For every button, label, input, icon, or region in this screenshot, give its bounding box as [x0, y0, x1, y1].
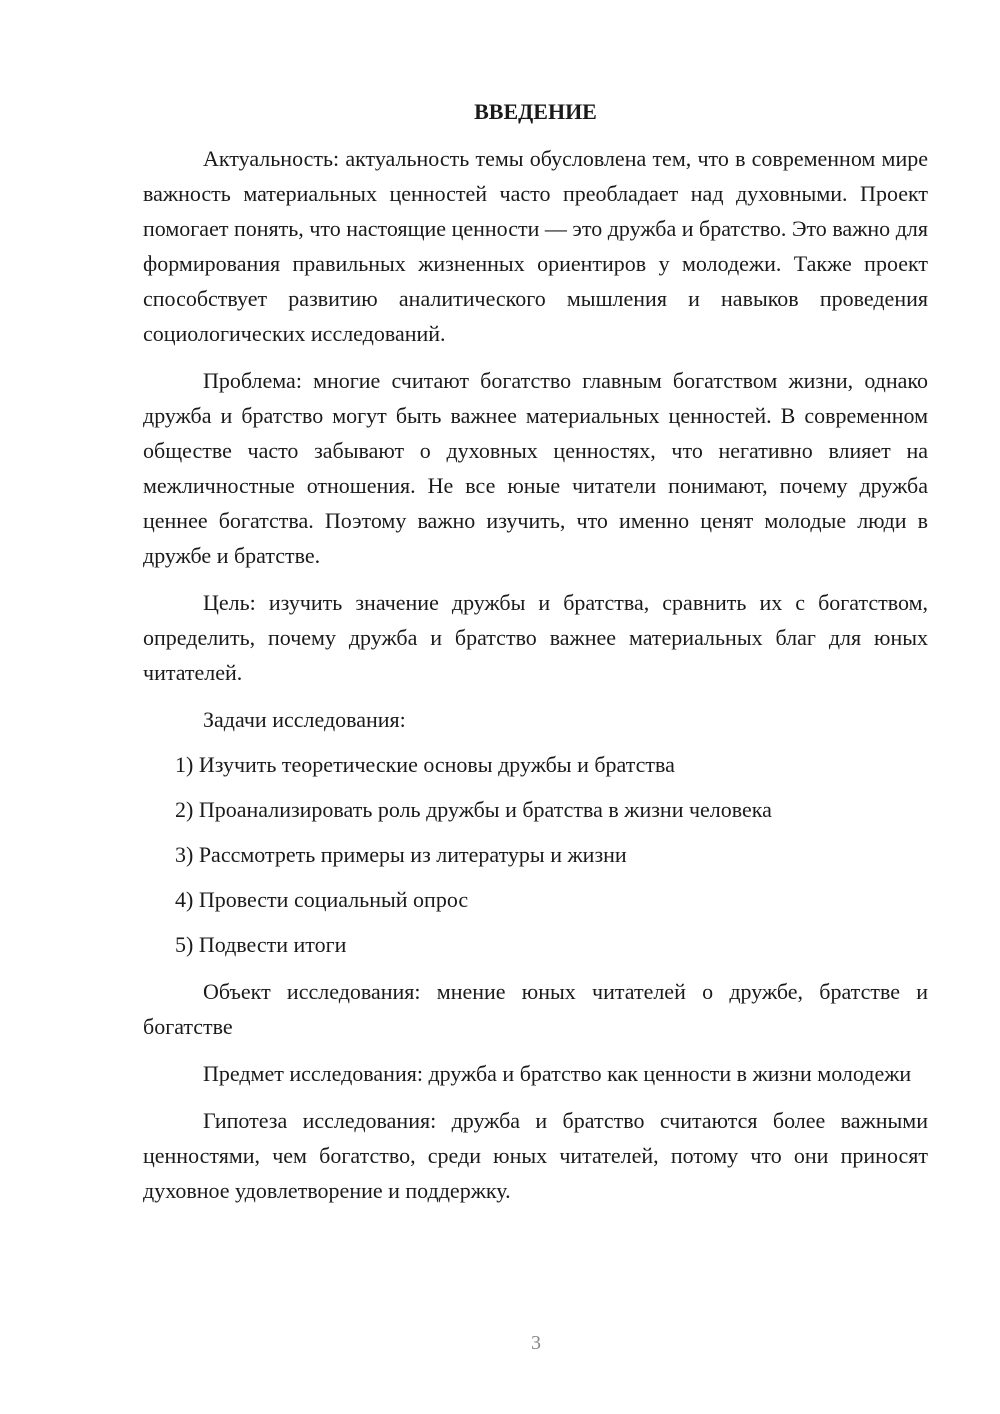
hypothesis-paragraph: Гипотеза исследования: дружба и братство считаются более важными ценностями, чем богатство, среди юных читателей, потому что они приносят духовное удовлетворение и поддержку. [143, 1108, 928, 1203]
task-item-3: 3) Рассмотреть примеры из литературы и жизни [175, 842, 627, 867]
task-item-4: 4) Провести социальный опрос [175, 887, 469, 912]
tasks-heading: Задачи исследования: [203, 707, 406, 732]
page-number: 3 [531, 1332, 541, 1354]
task-item-2: 2) Проанализировать роль дружбы и братства в жизни человека [175, 797, 772, 822]
page-content [143, 94, 928, 1220]
subject-paragraph: Предмет исследования: дружба и братство как ценности в жизни молодежи [203, 1061, 912, 1086]
task-item-1: 1) Изучить теоретические основы дружбы и братства [175, 752, 675, 777]
object-paragraph: Объект исследования: мнение юных читателей о дружбе, братстве и богатстве [143, 979, 928, 1039]
section-title: ВВЕДЕНИЕ [474, 99, 597, 124]
goal-paragraph: Цель: изучить значение дружбы и братства, сравнить их с богатством, определить, почему дружба и братство важнее материальных благ для юных читателей. [143, 590, 928, 685]
problem-paragraph: Проблема: многие считают богатство главным богатством жизни, однако дружба и братство могут быть важнее материальных ценностей. В современном обществе часто забывают о духовных ценностях, что негативно влияет на межличностные отношения. Не все юные читатели понимают, почему дружба ценнее богатства. Поэтому важно изучить, что именно ценят молодые люди в дружбе и братстве. [143, 368, 928, 568]
task-item-5: 5) Подвести итоги [175, 932, 347, 957]
relevance-paragraph: Актуальность: актуальность темы обусловлена тем, что в современном мире важность материальных ценностей часто преобладает над духовными. Проект помогает понять, что настоящие ценности — это дружба и братство. Это важно для формирования правильных жизненных ориентиров у молодежи. Также проект способствует развитию аналитического мышления и навыков проведения социологических исследований. [143, 146, 928, 346]
task-list [143, 747, 928, 962]
